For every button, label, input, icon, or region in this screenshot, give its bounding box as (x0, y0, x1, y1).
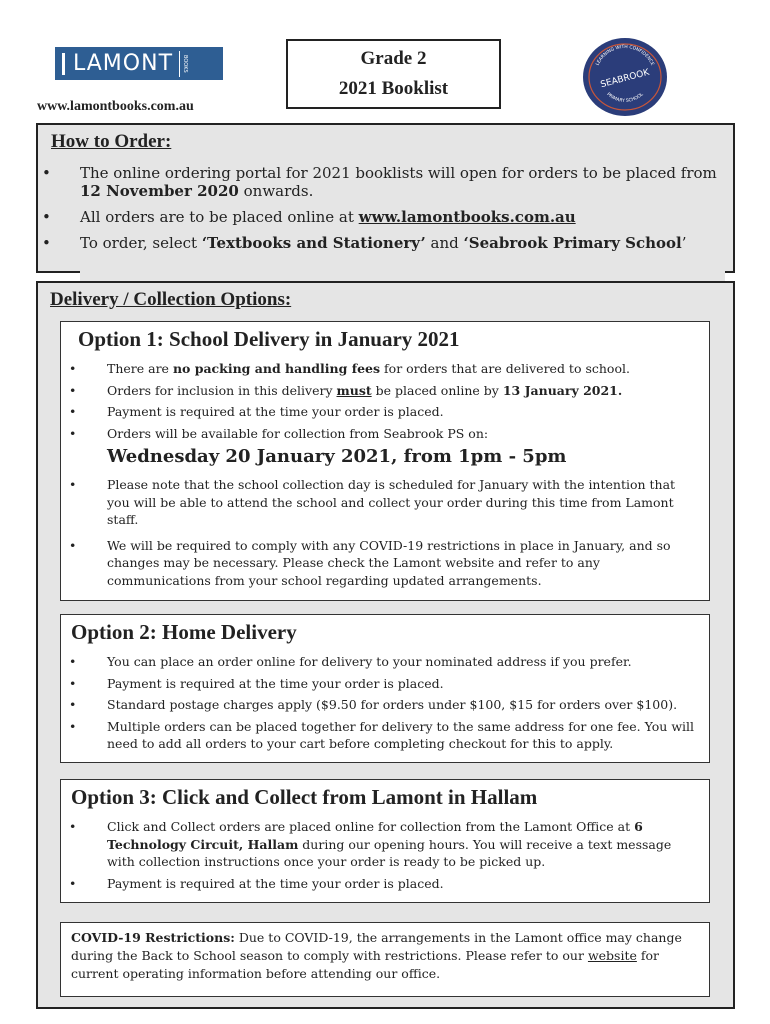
grade-label: Grade 2 (360, 48, 427, 69)
list-item: • All orders are to be placed online at www.lamontbooks.com.au (80, 208, 725, 226)
website-link[interactable]: www.lamontbooks.com.au (358, 208, 576, 226)
delivery-section (36, 281, 735, 1009)
collection-date: Wednesday 20 January 2021, from 1pm - 5pm (107, 446, 567, 467)
option-2-box (60, 614, 710, 763)
option-3-title: Option 3: Click and Collect from Lamont in Hallam (71, 785, 538, 809)
option-2-list (107, 653, 703, 757)
option-1-list (107, 360, 699, 446)
list-item: • Payment is required at the time your order is placed. (107, 875, 697, 893)
list-item: • Multiple orders can be placed together for delivery to the same address for one fee. You will need to add all orders to your cart before completing checkout for this to apply. (107, 718, 703, 753)
logo-bar (62, 53, 65, 75)
website-url[interactable]: www.lamontbooks.com.au (37, 99, 194, 114)
list-item: • Payment is required at the time your order is placed. (107, 675, 703, 693)
option-1-list-2 (107, 476, 699, 593)
list-item: • The online ordering portal for 2021 booklists will open for orders to be placed from 12 November 2020 onwards. (80, 164, 725, 200)
lamont-logo (55, 47, 223, 80)
website-link[interactable]: website (587, 948, 637, 963)
how-to-order-title: How to Order: (51, 131, 172, 152)
list-item: • We will be required to comply with any COVID-19 restrictions in place in January, and so changes may be necessary. Please check the Lamont website and refer to any communications from your school regarding updated arrangements. (107, 537, 699, 590)
seabrook-school-seal (582, 37, 668, 117)
seal-bottom-text: PRIMARY SCHOOL (605, 92, 645, 104)
booklist-label: 2021 Booklist (338, 78, 449, 99)
list-item: • Orders will be available for collection from Seabrook PS on: (107, 425, 699, 443)
list-item: • To order, select ‘Textbooks and Stationery’ and ‘Seabrook Primary School’ (80, 234, 725, 252)
option-3-box (60, 779, 710, 903)
seal-mid-text: SEABROOK (599, 67, 651, 91)
list-item: • Standard postage charges apply ($9.50 for orders under $100, $15 for orders over $100). (107, 696, 703, 714)
option-1-box (60, 321, 710, 601)
logo-text: LAMONT (73, 51, 174, 76)
covid-heading: COVID-19 Restrictions: (71, 930, 235, 945)
how-to-order-section (36, 123, 735, 273)
list-item: • Click and Collect orders are placed online for collection from the Lamont Office at 6 Technology Circuit, Hallam during our opening hours. You will receive a text message with collection instructions once your order is ready to be picked up. (107, 818, 697, 871)
option-3-list (107, 818, 697, 896)
list-item: • You can place an order online for delivery to your nominated address if you prefer. (107, 653, 703, 671)
delivery-title: Delivery / Collection Options: (50, 289, 292, 310)
list-item: • There are no packing and handling fees for orders that are delivered to school. (107, 360, 699, 378)
covid-notice-box: COVID-19 Restrictions: Due to COVID-19, the arrangements in the Lamont office may change during the Back to School season to comply with restrictions. Please refer to our website for current operating information before attending our office. (60, 922, 710, 997)
list-item: • Please note that the school collection day is scheduled for January with the intention that you will be able to attend the school and collect your order during this time from Lamont staff. (107, 476, 699, 529)
seal-top-text: LEARNING WITH CONFIDENCE (595, 44, 655, 67)
option-1-title: Option 1: School Delivery in January 2021 (78, 327, 460, 351)
logo-subtext: BOOKS (179, 51, 188, 77)
grade-title-box (286, 39, 501, 109)
list-item: • Orders for inclusion in this delivery must be placed online by 13 January 2021. (107, 382, 699, 400)
list-item: • Payment is required at the time your order is placed. (107, 403, 699, 421)
option-2-title: Option 2: Home Delivery (71, 620, 297, 644)
